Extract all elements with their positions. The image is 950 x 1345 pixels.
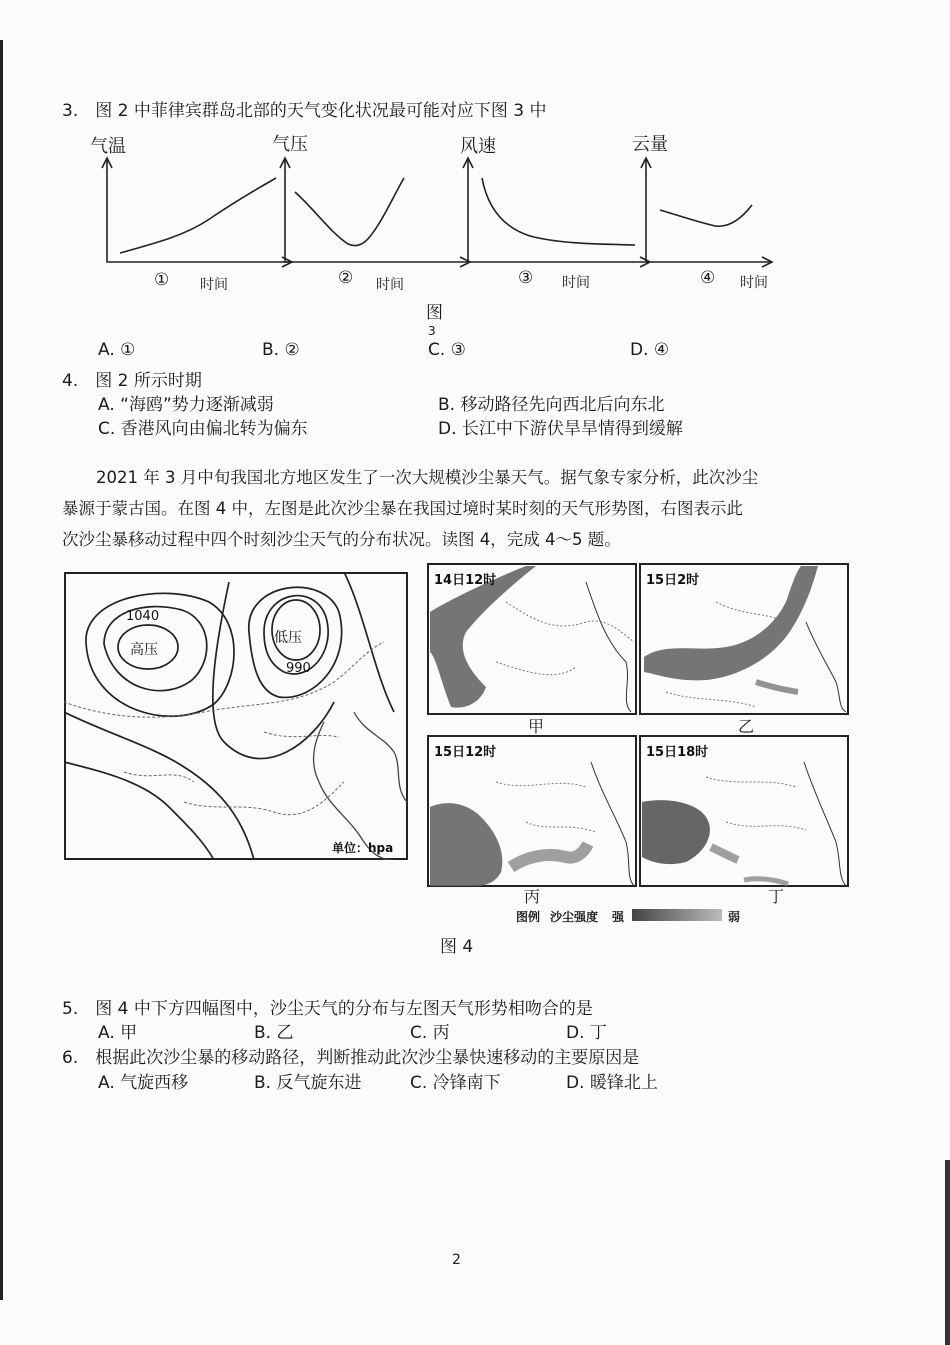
graph-3-curve bbox=[482, 178, 635, 245]
graph-4-ylabel: 云量 bbox=[632, 134, 668, 155]
panel-jia-time: 14日12时 bbox=[434, 573, 497, 588]
legend-title: 图例 bbox=[516, 910, 541, 924]
q3-option-a[interactable]: A. ① bbox=[98, 340, 136, 360]
graph-4-curve bbox=[660, 205, 752, 226]
figure-3-graphs bbox=[90, 150, 810, 270]
low-pressure-label: 低压 bbox=[274, 630, 302, 646]
graph-4-number: ④ bbox=[700, 268, 716, 288]
q5-option-c[interactable]: C. 丙 bbox=[410, 1023, 450, 1043]
q5-option-b[interactable]: B. 乙 bbox=[254, 1023, 294, 1043]
panel-yi-label: 乙 bbox=[738, 717, 755, 736]
map-unit-label: 单位：hpa bbox=[332, 841, 394, 855]
panel-ding-time: 15日18时 bbox=[646, 745, 709, 760]
legend-weak: 弱 bbox=[728, 910, 741, 924]
legend-label: 沙尘强度 bbox=[550, 910, 599, 924]
panel-bing bbox=[428, 736, 636, 886]
panel-jia-label: 甲 bbox=[528, 717, 545, 736]
page-number: 2 bbox=[452, 1252, 461, 1268]
panel-bing-time: 15日12时 bbox=[434, 745, 497, 760]
q3-option-b[interactable]: B. ② bbox=[262, 340, 300, 360]
graph-4-xlabel: 时间 bbox=[740, 275, 768, 291]
q6-option-b[interactable]: B. 反气旋东进 bbox=[254, 1073, 362, 1093]
question-4-text: 4. 图 2 所示时期 bbox=[62, 371, 202, 391]
q4-option-c[interactable]: C. 香港风向由偏北转为偏东 bbox=[98, 419, 308, 439]
question-5-text: 5. 图 4 中下方四幅图中，沙尘天气的分布与左图天气形势相吻合的是 bbox=[62, 999, 593, 1019]
panel-yi-time: 15日2时 bbox=[646, 573, 700, 588]
panel-ding bbox=[640, 736, 848, 886]
q5-option-d[interactable]: D. 丁 bbox=[566, 1023, 607, 1043]
graph-3-number: ③ bbox=[518, 268, 534, 288]
q4-option-d[interactable]: D. 长江中下游伏旱旱情得到缓解 bbox=[438, 419, 683, 439]
graph-1-xlabel: 时间 bbox=[200, 277, 228, 293]
graph-1-curve bbox=[120, 178, 276, 253]
graph-2-curve bbox=[295, 178, 404, 246]
question-3-text: 3. 图 2 中菲律宾群岛北部的天气变化状况最可能对应下图 3 中 bbox=[62, 101, 547, 121]
low-pressure-value: 990 bbox=[286, 661, 311, 676]
q4-option-b[interactable]: B. 移动路径先向西北后向东北 bbox=[438, 395, 665, 415]
legend-gradient-bar bbox=[632, 909, 722, 921]
q5-option-a[interactable]: A. 甲 bbox=[98, 1023, 138, 1043]
figure-4-caption: 图 4 bbox=[440, 937, 474, 957]
graph-1-axes bbox=[107, 158, 290, 262]
panel-yi bbox=[640, 564, 848, 714]
panel-bing-label: 丙 bbox=[524, 887, 541, 906]
dust-distribution-panels bbox=[426, 562, 852, 892]
graph-4-axes bbox=[646, 158, 770, 262]
weather-map-left bbox=[64, 572, 408, 860]
high-pressure-label: 高压 bbox=[130, 642, 158, 658]
q3-option-d[interactable]: D. ④ bbox=[630, 340, 670, 360]
q6-option-a[interactable]: A. 气旋西移 bbox=[98, 1073, 189, 1093]
panel-jia bbox=[428, 564, 636, 714]
graph-2-number: ② bbox=[338, 268, 354, 288]
intro-line-1: 2021 年 3 月中旬我国北方地区发生了一次大规模沙尘暴天气。据气象专家分析，此次沙尘 bbox=[96, 468, 759, 487]
graph-3-ylabel: 风速 bbox=[460, 136, 496, 157]
intro-line-2: 暴源于蒙古国。在图 4 中，左图是此次沙尘暴在我国过境时某时刻的天气形势图，右图表示此 bbox=[62, 499, 743, 518]
intro-line-3: 次沙尘暴移动过程中四个时刻沙尘天气的分布状况。读图 4，完成 4～5 题。 bbox=[62, 530, 621, 549]
intro-paragraph bbox=[62, 462, 852, 555]
q4-option-a[interactable]: A. “海鸥”势力逐渐减弱 bbox=[98, 395, 274, 415]
question-6-text: 6. 根据此次沙尘暴的移动路径，判断推动此次沙尘暴快速移动的主要原因是 bbox=[62, 1048, 640, 1068]
scan-edge-right bbox=[945, 1160, 950, 1345]
high-pressure-value: 1040 bbox=[126, 609, 160, 624]
scan-edge-left bbox=[0, 40, 3, 1300]
figure-3-caption-number: 3 bbox=[428, 324, 436, 338]
graph-3-xlabel: 时间 bbox=[562, 275, 590, 291]
panel-ding-label: 丁 bbox=[768, 887, 785, 906]
legend-strong: 强 bbox=[612, 910, 625, 924]
q6-option-c[interactable]: C. 冷锋南下 bbox=[410, 1073, 501, 1093]
q3-option-c[interactable]: C. ③ bbox=[428, 340, 466, 360]
graph-1-ylabel: 气温 bbox=[90, 136, 126, 157]
q6-option-d[interactable]: D. 暖锋北上 bbox=[566, 1073, 658, 1093]
figure-3-caption: 图 bbox=[426, 303, 443, 323]
graph-1-number: ① bbox=[154, 270, 170, 290]
graph-2-xlabel: 时间 bbox=[376, 277, 404, 293]
graph-2-ylabel: 气压 bbox=[272, 134, 308, 155]
